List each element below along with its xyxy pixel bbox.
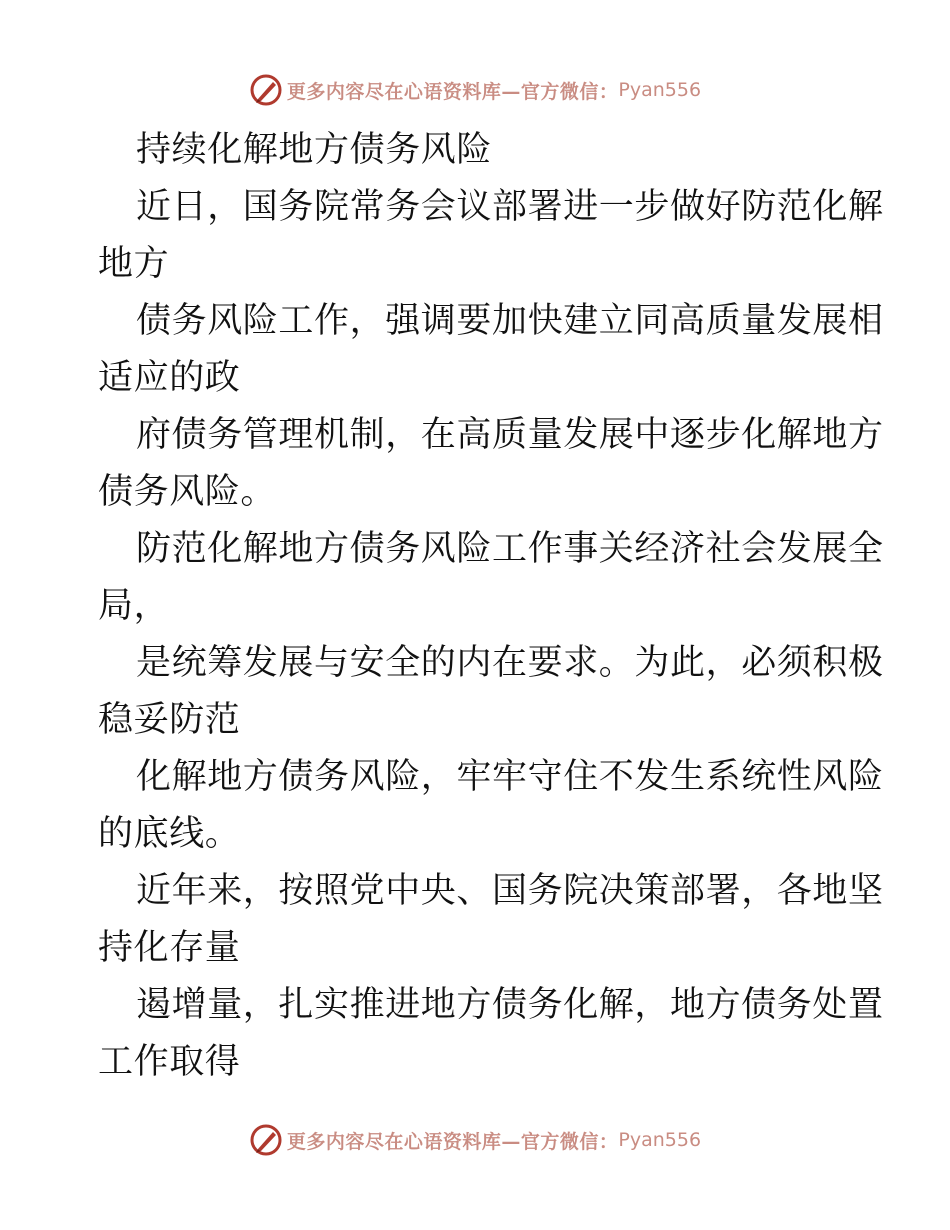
doc-line: 化解地方债务风险，牢牢守住不发生系统性风险 <box>136 757 884 797</box>
doc-line: 债务风险。 <box>98 472 277 512</box>
footer-wechat-id: Pyan556 <box>618 1129 702 1151</box>
pen-logo-icon <box>249 73 283 107</box>
footer-banner <box>0 1120 950 1160</box>
doc-line: 持续化解地方债务风险 <box>136 130 493 170</box>
doc-line: 遏增量，扎实推进地方债务化解，地方债务处置 <box>136 985 884 1025</box>
header-banner <box>0 70 950 110</box>
doc-line: 近年来，按照党中央、国务院决策部署，各地坚 <box>136 871 884 911</box>
doc-line: 工作取得 <box>98 1042 241 1082</box>
doc-line: 稳妥防范 <box>98 700 241 740</box>
header-banner-text: 更多内容尽在心语资料库—官方微信： <box>286 80 619 103</box>
doc-line: 是统筹发展与安全的内在要求。为此，必须积极 <box>136 643 884 683</box>
doc-line: 持化存量 <box>98 928 241 968</box>
doc-line: 局， <box>98 586 170 626</box>
header-wechat-id: Pyan556 <box>618 79 702 101</box>
doc-line: 地方 <box>98 244 170 284</box>
doc-line: 适应的政 <box>98 358 241 398</box>
doc-line: 近日，国务院常务会议部署进一步做好防范化解 <box>136 187 884 227</box>
doc-line: 债务风险工作，强调要加快建立同高质量发展相 <box>136 301 884 341</box>
document-body <box>98 122 884 1091</box>
doc-line: 的底线。 <box>98 814 241 854</box>
footer-banner-text: 更多内容尽在心语资料库—官方微信： <box>286 1130 619 1153</box>
doc-line: 防范化解地方债务风险工作事关经济社会发展全 <box>136 529 884 569</box>
doc-line: 府债务管理机制，在高质量发展中逐步化解地方 <box>136 415 884 455</box>
pen-logo-icon <box>249 1123 283 1157</box>
